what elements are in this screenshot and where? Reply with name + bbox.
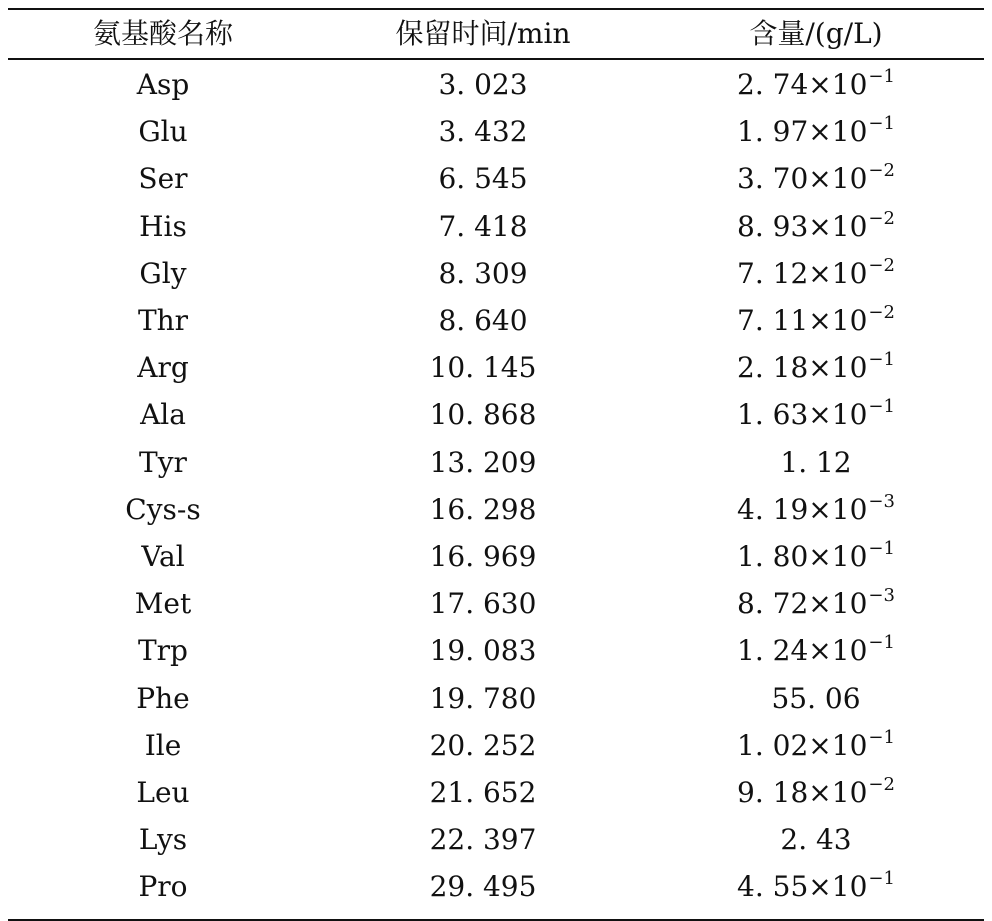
retention-time-cell: 22. 397 <box>429 823 537 857</box>
table-row <box>8 675 984 722</box>
retention-time-cell: 20. 252 <box>429 728 537 762</box>
table-row <box>8 439 984 486</box>
retention-time-cell: 17. 630 <box>429 587 537 621</box>
content-cell <box>648 445 984 479</box>
content-exponent: −3 <box>868 585 895 607</box>
amino-acid-name-cell: Thr <box>137 304 189 338</box>
amino-acid-name-cell: Leu <box>136 775 190 809</box>
retention-time-cell: 21. 652 <box>429 775 537 809</box>
retention-time-cell: 3. 432 <box>438 115 528 149</box>
content-cell <box>648 207 984 243</box>
retention-time-cell: 10. 868 <box>429 398 537 432</box>
amino-acid-name-cell: Tyr <box>139 445 187 479</box>
retention-time-cell: 7. 418 <box>438 209 528 243</box>
content-exponent: −3 <box>868 490 895 512</box>
retention-time-cell: 8. 640 <box>438 304 528 338</box>
content-mantissa: 1. 80×10 <box>737 539 868 573</box>
content-exponent: −2 <box>868 773 895 795</box>
content-exponent: −1 <box>868 113 895 135</box>
content-cell <box>648 726 984 762</box>
header-retention-time: 保留时间/min <box>395 17 571 50</box>
table-header-row <box>8 10 984 58</box>
content-mantissa: 1. 12 <box>780 445 852 479</box>
content-mantissa: 8. 93×10 <box>737 209 868 243</box>
content-exponent: −2 <box>868 254 895 276</box>
table-row <box>8 722 984 769</box>
content-exponent: −1 <box>868 726 895 748</box>
retention-time-cell: 8. 309 <box>438 256 528 290</box>
amino-acid-name-cell: Ala <box>140 398 186 432</box>
content-mantissa: 9. 18×10 <box>737 775 868 809</box>
content-cell <box>648 160 984 196</box>
content-cell <box>648 681 984 715</box>
retention-time-cell: 19. 780 <box>429 681 537 715</box>
content-cell <box>648 349 984 385</box>
content-mantissa: 2. 18×10 <box>737 351 868 385</box>
content-mantissa: 4. 55×10 <box>737 870 868 904</box>
content-cell <box>648 113 984 149</box>
content-cell <box>648 773 984 809</box>
table-row <box>8 817 984 864</box>
table-row <box>8 392 984 439</box>
amino-acid-name-cell: Met <box>134 587 192 621</box>
content-exponent: −1 <box>868 868 895 890</box>
table-row <box>8 203 984 250</box>
content-exponent: −1 <box>868 632 895 654</box>
content-cell <box>648 490 984 526</box>
table-row <box>8 628 984 675</box>
retention-time-cell: 13. 209 <box>429 445 537 479</box>
header-amino-acid-name: 氨基酸名称 <box>92 17 233 50</box>
amino-acid-name-cell: Lys <box>138 823 188 857</box>
amino-acid-name-cell: Ile <box>144 728 182 762</box>
content-cell <box>648 302 984 338</box>
content-mantissa: 1. 24×10 <box>737 634 868 668</box>
content-mantissa: 1. 02×10 <box>737 728 868 762</box>
content-mantissa: 1. 97×10 <box>737 115 868 149</box>
amino-acid-name-cell: Arg <box>137 351 189 385</box>
retention-time-cell: 19. 083 <box>429 634 537 668</box>
table-row <box>8 109 984 156</box>
amino-acid-name-cell: Trp <box>138 634 188 668</box>
amino-acid-table <box>8 8 984 921</box>
amino-acid-name-cell: Val <box>141 539 185 573</box>
content-exponent: −1 <box>868 349 895 371</box>
retention-time-cell: 29. 495 <box>429 870 537 904</box>
table-row <box>8 156 984 203</box>
table-row <box>8 62 984 109</box>
amino-acid-name-cell: Ser <box>138 162 188 196</box>
amino-acid-name-cell: Pro <box>138 870 188 904</box>
amino-acid-name-cell: His <box>139 209 187 243</box>
content-cell <box>648 537 984 573</box>
content-cell <box>648 585 984 621</box>
retention-time-cell: 6. 545 <box>438 162 528 196</box>
retention-time-cell: 10. 145 <box>429 351 537 385</box>
table-row <box>8 486 984 533</box>
content-mantissa: 2. 74×10 <box>737 68 868 102</box>
amino-acid-name-cell: Cys-s <box>125 492 201 526</box>
content-mantissa: 55. 06 <box>771 681 861 715</box>
retention-time-cell: 3. 023 <box>438 68 528 102</box>
content-mantissa: 4. 19×10 <box>737 492 868 526</box>
content-cell <box>648 823 984 857</box>
content-exponent: −1 <box>868 396 895 418</box>
content-cell <box>648 66 984 102</box>
content-mantissa: 3. 70×10 <box>737 162 868 196</box>
table-row <box>8 864 984 911</box>
content-cell <box>648 254 984 290</box>
content-cell <box>648 632 984 668</box>
content-exponent: −1 <box>868 66 895 88</box>
amino-acid-name-cell: Gly <box>139 256 187 290</box>
content-mantissa: 7. 12×10 <box>737 256 868 290</box>
content-mantissa: 1. 63×10 <box>737 398 868 432</box>
retention-time-cell: 16. 298 <box>429 492 537 526</box>
table-row <box>8 769 984 816</box>
content-mantissa: 2. 43 <box>780 823 852 857</box>
table-row <box>8 581 984 628</box>
content-cell <box>648 868 984 904</box>
amino-acid-name-cell: Phe <box>136 681 190 715</box>
content-mantissa: 8. 72×10 <box>737 587 868 621</box>
table-row <box>8 250 984 297</box>
content-exponent: −1 <box>868 537 895 559</box>
retention-time-cell: 16. 969 <box>429 539 537 573</box>
content-cell <box>648 396 984 432</box>
content-exponent: −2 <box>868 207 895 229</box>
table-row <box>8 345 984 392</box>
table-body <box>8 60 984 919</box>
content-exponent: −2 <box>868 160 895 182</box>
content-mantissa: 7. 11×10 <box>737 304 868 338</box>
header-content: 含量/(g/L) <box>749 17 883 50</box>
content-exponent: −2 <box>868 302 895 324</box>
table-row <box>8 297 984 344</box>
amino-acid-name-cell: Glu <box>138 115 188 149</box>
amino-acid-name-cell: Asp <box>136 68 190 102</box>
table-row <box>8 533 984 580</box>
